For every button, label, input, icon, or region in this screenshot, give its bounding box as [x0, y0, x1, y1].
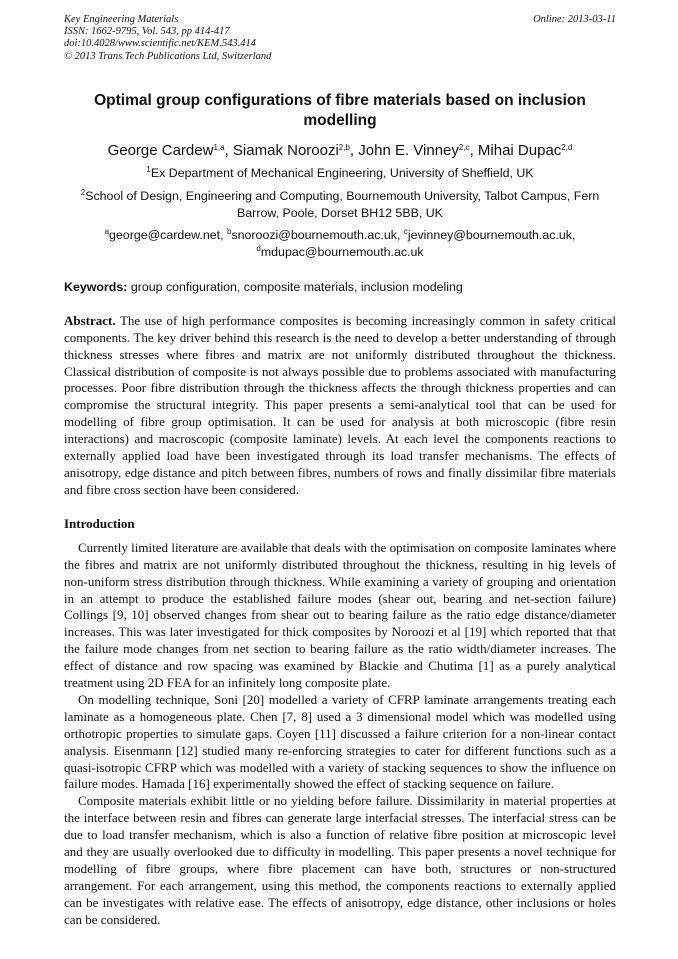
paragraph: Currently limited literature are available that deals with the optimisation on composite laminates where the fibres and matrix are not uniformly distributed throughout the thickness, resulting in hig levels of non-uniform stress distribution through thickness. While examining a variety of grouping and orientation in an attempt to produce the established failure modes (shear out, bearing and net-section failure) Collings [9, 10] observed changes from shear out to bearing failure as the ratio edge distance/diameter increases. This was later investigated for thick composites by Noroozi et al [19] which reported that that the failure mode changes from net section to bearing failure as the ratio width/diameter increases. The effect of distance and row spacing was examined by Blackie and Chutima [1] as a purely analytical treatment using 2D FEA for an infinitely long composite plate.	[64, 539, 616, 691]
affiliation-superscript: 2	[80, 187, 86, 197]
paragraph: Composite materials exhibit little or no yielding before failure. Dissimilarity in material properties at the interface between resin and fibres can generate large interfacial stresses. The interfacial stress can be due to load transfer mechanism, which is also a function of relative fibre position at microscopic level and they are usually overlooked due to difficulty in modelling. This paper presents a novel technique for modelling of fibre groups, where fibre placement can have both, structures or non-structured arrangement. For each arrangement, using this method, the components reactions to externally applied can be investigates with relative ease. The effects of anisotropy, edge distance, other inclusions or holes can be considered.	[64, 793, 616, 927]
author-name: Mihai Dupac	[477, 141, 562, 159]
abstract	[64, 313, 616, 499]
paper-page	[64, 14, 616, 929]
email-superscript: b	[227, 226, 232, 236]
author-name: Siamak Noroozi	[232, 141, 339, 159]
section-heading: Introduction	[64, 515, 135, 531]
paragraph: On modelling technique, Soni [20] modelled a variety of CFRP laminate arrangements treating each laminate as a homogeneous plate. Chen [7, 8] used a 3 dimensional model which was modelled using orthotropic properties to simulate gaps. Coyen [11] discussed a failure criterion for a non-linear contact analysis. Eisenmann [12] studied many re-enforcing strategies to cater for different functions such as a quasi-isotropic CFRP which was modelled with a variety of stacking sequences to show the influence on failure modes. Hamada [16] experimentally showed the effect of stacking sequence on failure.	[64, 691, 616, 792]
author-name: George Cardew	[107, 141, 214, 159]
author-superscript: 2,b	[338, 142, 350, 152]
affiliation-superscript: 1	[146, 164, 151, 174]
journal-copyright: © 2013 Trans Tech Publications Ltd, Switzerland	[64, 50, 272, 62]
journal-issn: ISSN: 1662-9795, Vol. 543, pp 414-417	[64, 26, 230, 38]
affiliation	[64, 165, 616, 182]
keywords-label: Keywords:	[64, 279, 128, 294]
keywords-text: group configuration, composite materials, inclusion modeling	[130, 279, 463, 294]
email-superscript: c	[403, 226, 408, 236]
journal-header	[64, 14, 616, 63]
author-superscript: 2,d	[561, 142, 573, 152]
abstract-label: Abstract.	[64, 312, 116, 328]
affiliation	[64, 188, 616, 222]
journal-name: Key Engineering Materials	[64, 14, 179, 25]
email-list: $^a$george@cardew.net, $^b$snoroozi@bournemouth.ac.uk, $^c$jevinney@bournemouth.ac.uk, $^d$mdupac@bournemouth.ac.uk	[104, 226, 576, 259]
email-address[interactable]: george@cardew.net	[109, 227, 221, 242]
author-name: John E. Vinney	[358, 141, 459, 159]
online-date: Online: 2013-03-11	[533, 14, 616, 25]
email-address[interactable]: snoroozi@bournemouth.ac.uk	[231, 227, 397, 242]
email-superscript: a	[104, 226, 110, 236]
email-address[interactable]: jevinney@bournemouth.ac.uk	[407, 227, 572, 242]
journal-doi: doi:10.4028/www.scientific.net/KEM.543.414	[64, 38, 256, 50]
abstract-text: The use of high performance composites is becoming increasingly common in safety critical components. The key driver behind this research is the need to develop a better understanding of through thickness stresses where fibres and matrix are not uniformly distributed throughout the thickness. Classical distribution of composite is not always possible due to problems associated with manufacturing processes. Poor fibre distribution through the thickness affects the through thickness properties and can compromise the structural integrity. This paper presents a semi-analytical tool that can be used for modelling of fibre group optimisation. It can be used for analysis at both microscopic (fibre resin interactions) and macroscopic (composite laminate) levels. At each level the components reactions to externally applied load have been investigated through its load transfer mechanisms. The effects of anisotropy, edge distance and pitch between fibres, numbers of rows and finally dissimilar fibre materials and fibre cross section have been considered.	[64, 312, 617, 497]
paper-title: Optimal group configurations of fibre materials based on inclusion modelling	[94, 91, 586, 129]
keywords	[64, 279, 616, 295]
affiliation-text: School of Design, Engineering and Computing, Bournemouth University, Talbot Campus, Fern Barrow, Poole, Dorset BH12 5BB, UK	[85, 188, 600, 220]
email-superscript: d	[256, 243, 261, 253]
email-address[interactable]: mdupac@bournemouth.ac.uk	[260, 244, 424, 259]
introduction-body	[64, 540, 616, 929]
affiliation-text: Ex Department of Mechanical Engineering, University of Sheffield, UK	[150, 165, 534, 180]
author-superscript: 2,c	[458, 142, 470, 152]
author-superscript: 1,a	[213, 142, 225, 152]
author-list: George Cardew$^{1,a}$, Siamak Noroozi$^{2,b}$, John E. Vinney$^{2,c}$, Mihai Dupac$^{2,d}$	[107, 141, 573, 159]
